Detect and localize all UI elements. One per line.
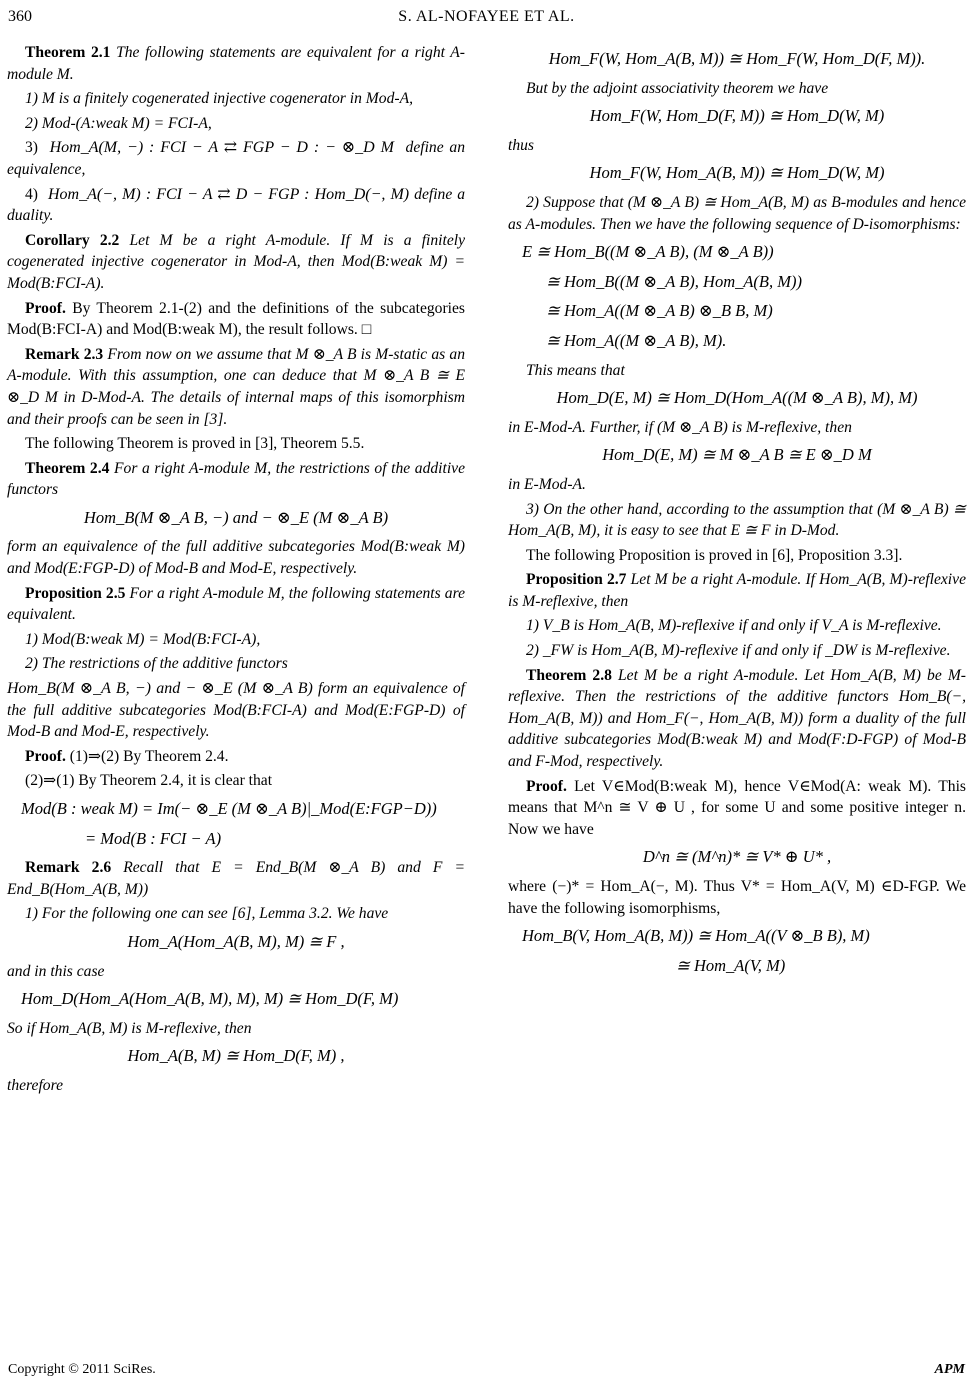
proposition-2-7: Proposition 2.7 Let M be a right A-module. If Hom_A(B, M)-reflexive is M-reflexive, then bbox=[508, 571, 966, 610]
proof-2: Proof. (1)⇒(2) By Theorem 2.4. bbox=[25, 747, 229, 765]
remark-2-6-so: So if Hom_A(B, M) is M-reflexive, then bbox=[7, 1019, 252, 1037]
corollary-2-2: Corollary 2.2 Let M be a right A-module. If M is a finitely cogenerated injective cogenerator in Mod-A, then Mod(B:weak M) = Mod(B:FCI-A). bbox=[7, 231, 465, 292]
emod-text-2: in E-Mod-A. bbox=[508, 475, 586, 493]
page-number: 360 bbox=[8, 8, 32, 25]
left-column bbox=[7, 42, 465, 1100]
proposition-2-5-item-2-cont: Hom_B(M ⊗_A B, −) and − ⊗_E (M ⊗_A B) form an equivalence of the full additive subcategories Mod(B:FCI-A) and Mod(E:FGP-D) of Mod-B and Mod-E, respectively. bbox=[7, 680, 465, 741]
journal-name: APM bbox=[934, 1362, 965, 1377]
equation-iso-2: ≅ Hom_A(V, M) bbox=[676, 955, 786, 975]
equation-iso-1: Hom_B(V, Hom_A(B, M)) ≅ Hom_A((V ⊗_B B), M) bbox=[522, 926, 870, 946]
proposition-reference: The following Proposition is proved in [6], Proposition 3.3]. bbox=[526, 546, 903, 564]
thus-text: thus bbox=[508, 136, 534, 154]
theorem-2-8: Theorem 2.8 Let M be a right A-module. Let Hom_A(B, M) be M-reflexive. Then the restrictions of the additive functors Hom_B(−, Hom_A(B, M)) and Hom_F(−, Hom_A(B, M)) form a duality of the full additive subcategories Mod(B:weak M) and Mod(F:D-FGP) of Mod-B and F-Mod, respectively. bbox=[508, 666, 966, 771]
equation-top: Hom_F(W, Hom_A(B, M)) ≅ Hom_F(W, Hom_D(F, M)). bbox=[548, 49, 926, 68]
theorem-2-1-item-2: 2) Mod-(A:weak M) = FCI-A, bbox=[25, 114, 212, 132]
remark-2-6-item-3: 3) On the other hand, according to the assumption that (M ⊗_A B) ≅ Hom_A(B, M), it is easy to see that E ≅ F in D-Mod. bbox=[508, 500, 966, 540]
equation-dn: D^n ≅ (M^n)* ≅ V* ⊕ U* , bbox=[642, 847, 832, 867]
iso-sequence-2: ≅ Hom_B((M ⊗_A B), Hom_A(B, M)) bbox=[546, 271, 802, 291]
remark-2-6-item-1: 1) For the following one can see [6], Lemma 3.2. We have bbox=[25, 905, 389, 923]
proposition-2-7-item-1: 1) V_B is Hom_A(B, M)-reflexive if and only if V_A is M-reflexive. bbox=[526, 617, 942, 635]
theorem-reference: The following Theorem is proved in [3], Theorem 5.5. bbox=[25, 435, 365, 453]
remark-2-6: Remark 2.6 Recall that E = End_B(M ⊗_A B) and F = End_B(Hom_A(B, M)) bbox=[7, 859, 465, 898]
proposition-2-7-item-2: 2) _FW is Hom_A(B, M)-reflexive if and only if _DW is M-reflexive. bbox=[526, 642, 951, 660]
theorem-2-1-item-1: 1) M is a finitely cogenerated injective cogenerator in Mod-A, bbox=[25, 90, 413, 108]
theorem-2-1: Theorem 2.1 The following statements are equivalent for a right A-module M. bbox=[7, 44, 465, 83]
proof-2-equation-2: = Mod(B : FCI − A) bbox=[85, 828, 222, 848]
adjoint-text: But by the adjoint associativity theorem we have bbox=[526, 79, 829, 97]
proposition-2-5-item-2: 2) The restrictions of the additive functors bbox=[25, 655, 288, 673]
copyright: Copyright © 2011 SciRes. bbox=[8, 1362, 156, 1377]
remark-2-3: Remark 2.3 From now on we assume that M ⊗_A B is M-static as an A-module. With this assumption, one can deduce that M ⊗_A B ≅ E ⊗_D M in D-Mod-A. The details of internal maps of this isomorphism and their proofs can be seen in [3]. bbox=[7, 345, 465, 428]
theorem-2-1-item-3: 3) Hom_A(M, −) : FCI − A ⇄ FGP − D : − ⊗_D M define an equivalence, bbox=[7, 139, 466, 178]
running-header bbox=[8, 8, 965, 34]
proof-2-equation-1: Mod(B : weak M) = Im(− ⊗_E (M ⊗_A B)|_Mod(E:FGP−D)) bbox=[21, 799, 437, 818]
equation-emod: Hom_D(E, M) ≅ M ⊗_A B ≅ E ⊗_D M bbox=[602, 445, 872, 465]
equation-means: Hom_D(E, M) ≅ Hom_D(Hom_A((M ⊗_A B), M), M) bbox=[556, 388, 918, 408]
means-text: This means that bbox=[526, 361, 625, 379]
equation-thus: Hom_F(W, Hom_A(B, M)) ≅ Hom_D(W, M) bbox=[589, 163, 885, 183]
emod-text: in E-Mod-A. Further, if (M ⊗_A B) is M-reflexive, then bbox=[508, 418, 852, 436]
proof-2-line-2: (2)⇒(1) By Theorem 2.4, it is clear that bbox=[25, 772, 273, 790]
remark-2-6-item-2: 2) Suppose that (M ⊗_A B) ≅ Hom_A(B, M) as B-modules and hence as A-modules. Then we have the following sequence of D-isomorphisms: bbox=[508, 193, 966, 233]
remark-2-6-equation-2: Hom_D(Hom_A(Hom_A(B, M), M), M) ≅ Hom_D(F, M) bbox=[21, 989, 399, 1009]
remark-2-6-equation-3: Hom_A(B, M) ≅ Hom_D(F, M) , bbox=[127, 1046, 345, 1066]
remark-2-6-therefore: therefore bbox=[7, 1076, 64, 1094]
theorem-2-4: Theorem 2.4 For a right A-module M, the restrictions of the additive functors bbox=[7, 459, 465, 499]
iso-sequence-1: E ≅ Hom_B((M ⊗_A B), (M ⊗_A B)) bbox=[522, 242, 774, 262]
proposition-2-5-item-1: 1) Mod(B:weak M) = Mod(B:FCI-A), bbox=[25, 630, 261, 648]
theorem-2-4-equation: Hom_B(M ⊗_A B, −) and − ⊗_E (M ⊗_A B) bbox=[83, 507, 389, 527]
theorem-2-1-item-4: 4) Hom_A(−, M) : FCI − A ⇄ D − FGP : Hom_D(−, M) define a duality. bbox=[7, 185, 466, 225]
iso-sequence-4: ≅ Hom_A((M ⊗_A B), M). bbox=[546, 330, 727, 350]
proposition-2-5: Proposition 2.5 For a right A-module M, the following statements are equivalent. bbox=[7, 584, 465, 624]
running-head: S. AL-NOFAYEE ET AL. bbox=[398, 8, 575, 25]
remark-2-6-case: and in this case bbox=[7, 962, 105, 980]
where-text: where (−)* = Hom_A(−, M). Thus V* = Hom_A(V, M) ∈D-FGP. We have the following isomorphisms, bbox=[508, 878, 966, 917]
equation-adjoint: Hom_F(W, Hom_D(F, M)) ≅ Hom_D(W, M) bbox=[589, 106, 885, 126]
right-column bbox=[508, 42, 966, 984]
iso-sequence-3: ≅ Hom_A((M ⊗_A B) ⊗_B B, M) bbox=[546, 301, 773, 321]
theorem-2-4-text: form an equivalence of the full additive subcategories Mod(B:weak M) and Mod(E:FGP-D) of Mod-B and Mod-E, respectively. bbox=[7, 538, 465, 578]
proof-1: Proof. By Theorem 2.1-(2) and the definitions of the subcategories Mod(B:FCI-A) and Mod(B:weak M), the result follows. □ bbox=[7, 299, 465, 339]
proof-3: Proof. Let V∈Mod(B:weak M), hence V∈Mod(A: weak M). This means that M^n ≅ V ⊕ U , for some U and some positive integer n. Now we have bbox=[508, 777, 966, 838]
remark-2-6-equation-1: Hom_A(Hom_A(B, M), M) ≅ F , bbox=[127, 931, 345, 951]
